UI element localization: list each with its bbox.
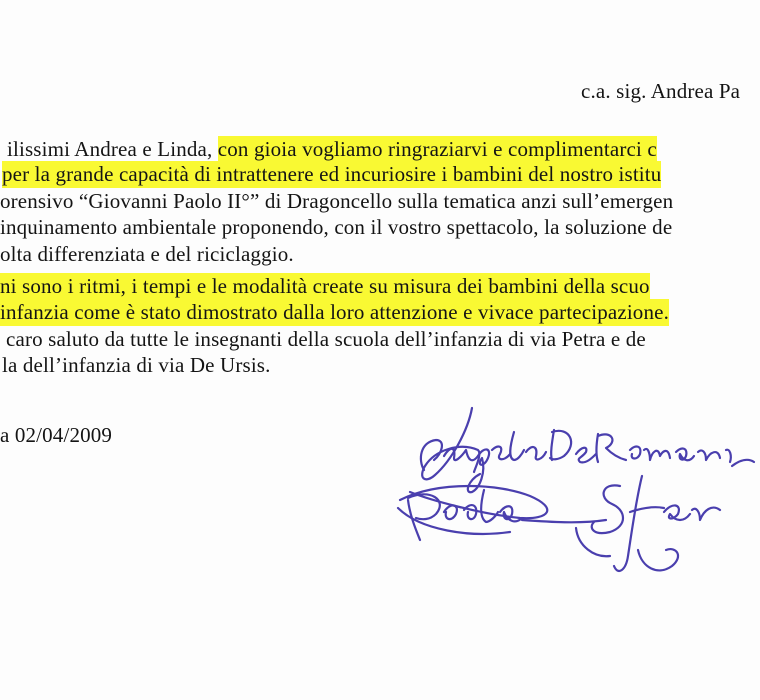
handwritten-signature: [380, 380, 760, 630]
date-line: [0, 423, 112, 447]
body-line-9: [2, 353, 271, 377]
recipient-text: c.a. sig. Andrea Pa: [581, 79, 741, 103]
body-line-6: [0, 274, 650, 298]
body-line-5-text: olta differenziata e del riciclaggio.: [0, 242, 294, 266]
body-line-6-highlight: ni sono i ritmi, i tempi e le modalità create su misura dei bambini della scuo: [0, 274, 650, 298]
body-line-4: [0, 215, 672, 239]
body-line-8: [6, 327, 646, 351]
date-text: a 02/04/2009: [0, 423, 113, 447]
body-line-3: [0, 189, 673, 213]
body-line-2: [2, 162, 661, 186]
recipient-line: [581, 79, 740, 103]
body-line-1-text: ilissimi Andrea e Linda,: [7, 137, 218, 161]
body-line-7: [0, 300, 669, 324]
body-line-2-highlight: per la grande capacità di intrattenere ed incuriosire i bambini del nostro istitu: [2, 162, 662, 186]
body-line-5: [0, 242, 294, 266]
signature-drawing: [380, 380, 760, 630]
body-line-9-text: la dell’infanzia di via De Ursis.: [2, 353, 271, 377]
body-line-3-text: orensivo “Giovanni Paolo II°” di Dragoncello sulla tematica anzi sull’emergen: [0, 189, 674, 213]
body-line-8-text: caro saluto da tutte le insegnanti della scuola dell’infanzia di via Petra e de: [6, 327, 646, 351]
body-line-7-highlight: infanzia come è stato dimostrato dalla loro attenzione e vivace partecipazione.: [0, 300, 669, 324]
body-line-4-text: inquinamento ambientale proponendo, con il vostro spettacolo, la soluzione de: [0, 215, 673, 239]
body-line-1-highlight: con gioia vogliamo ringraziarvi e complimentarci c: [217, 137, 657, 161]
body-line-1: [7, 137, 657, 161]
